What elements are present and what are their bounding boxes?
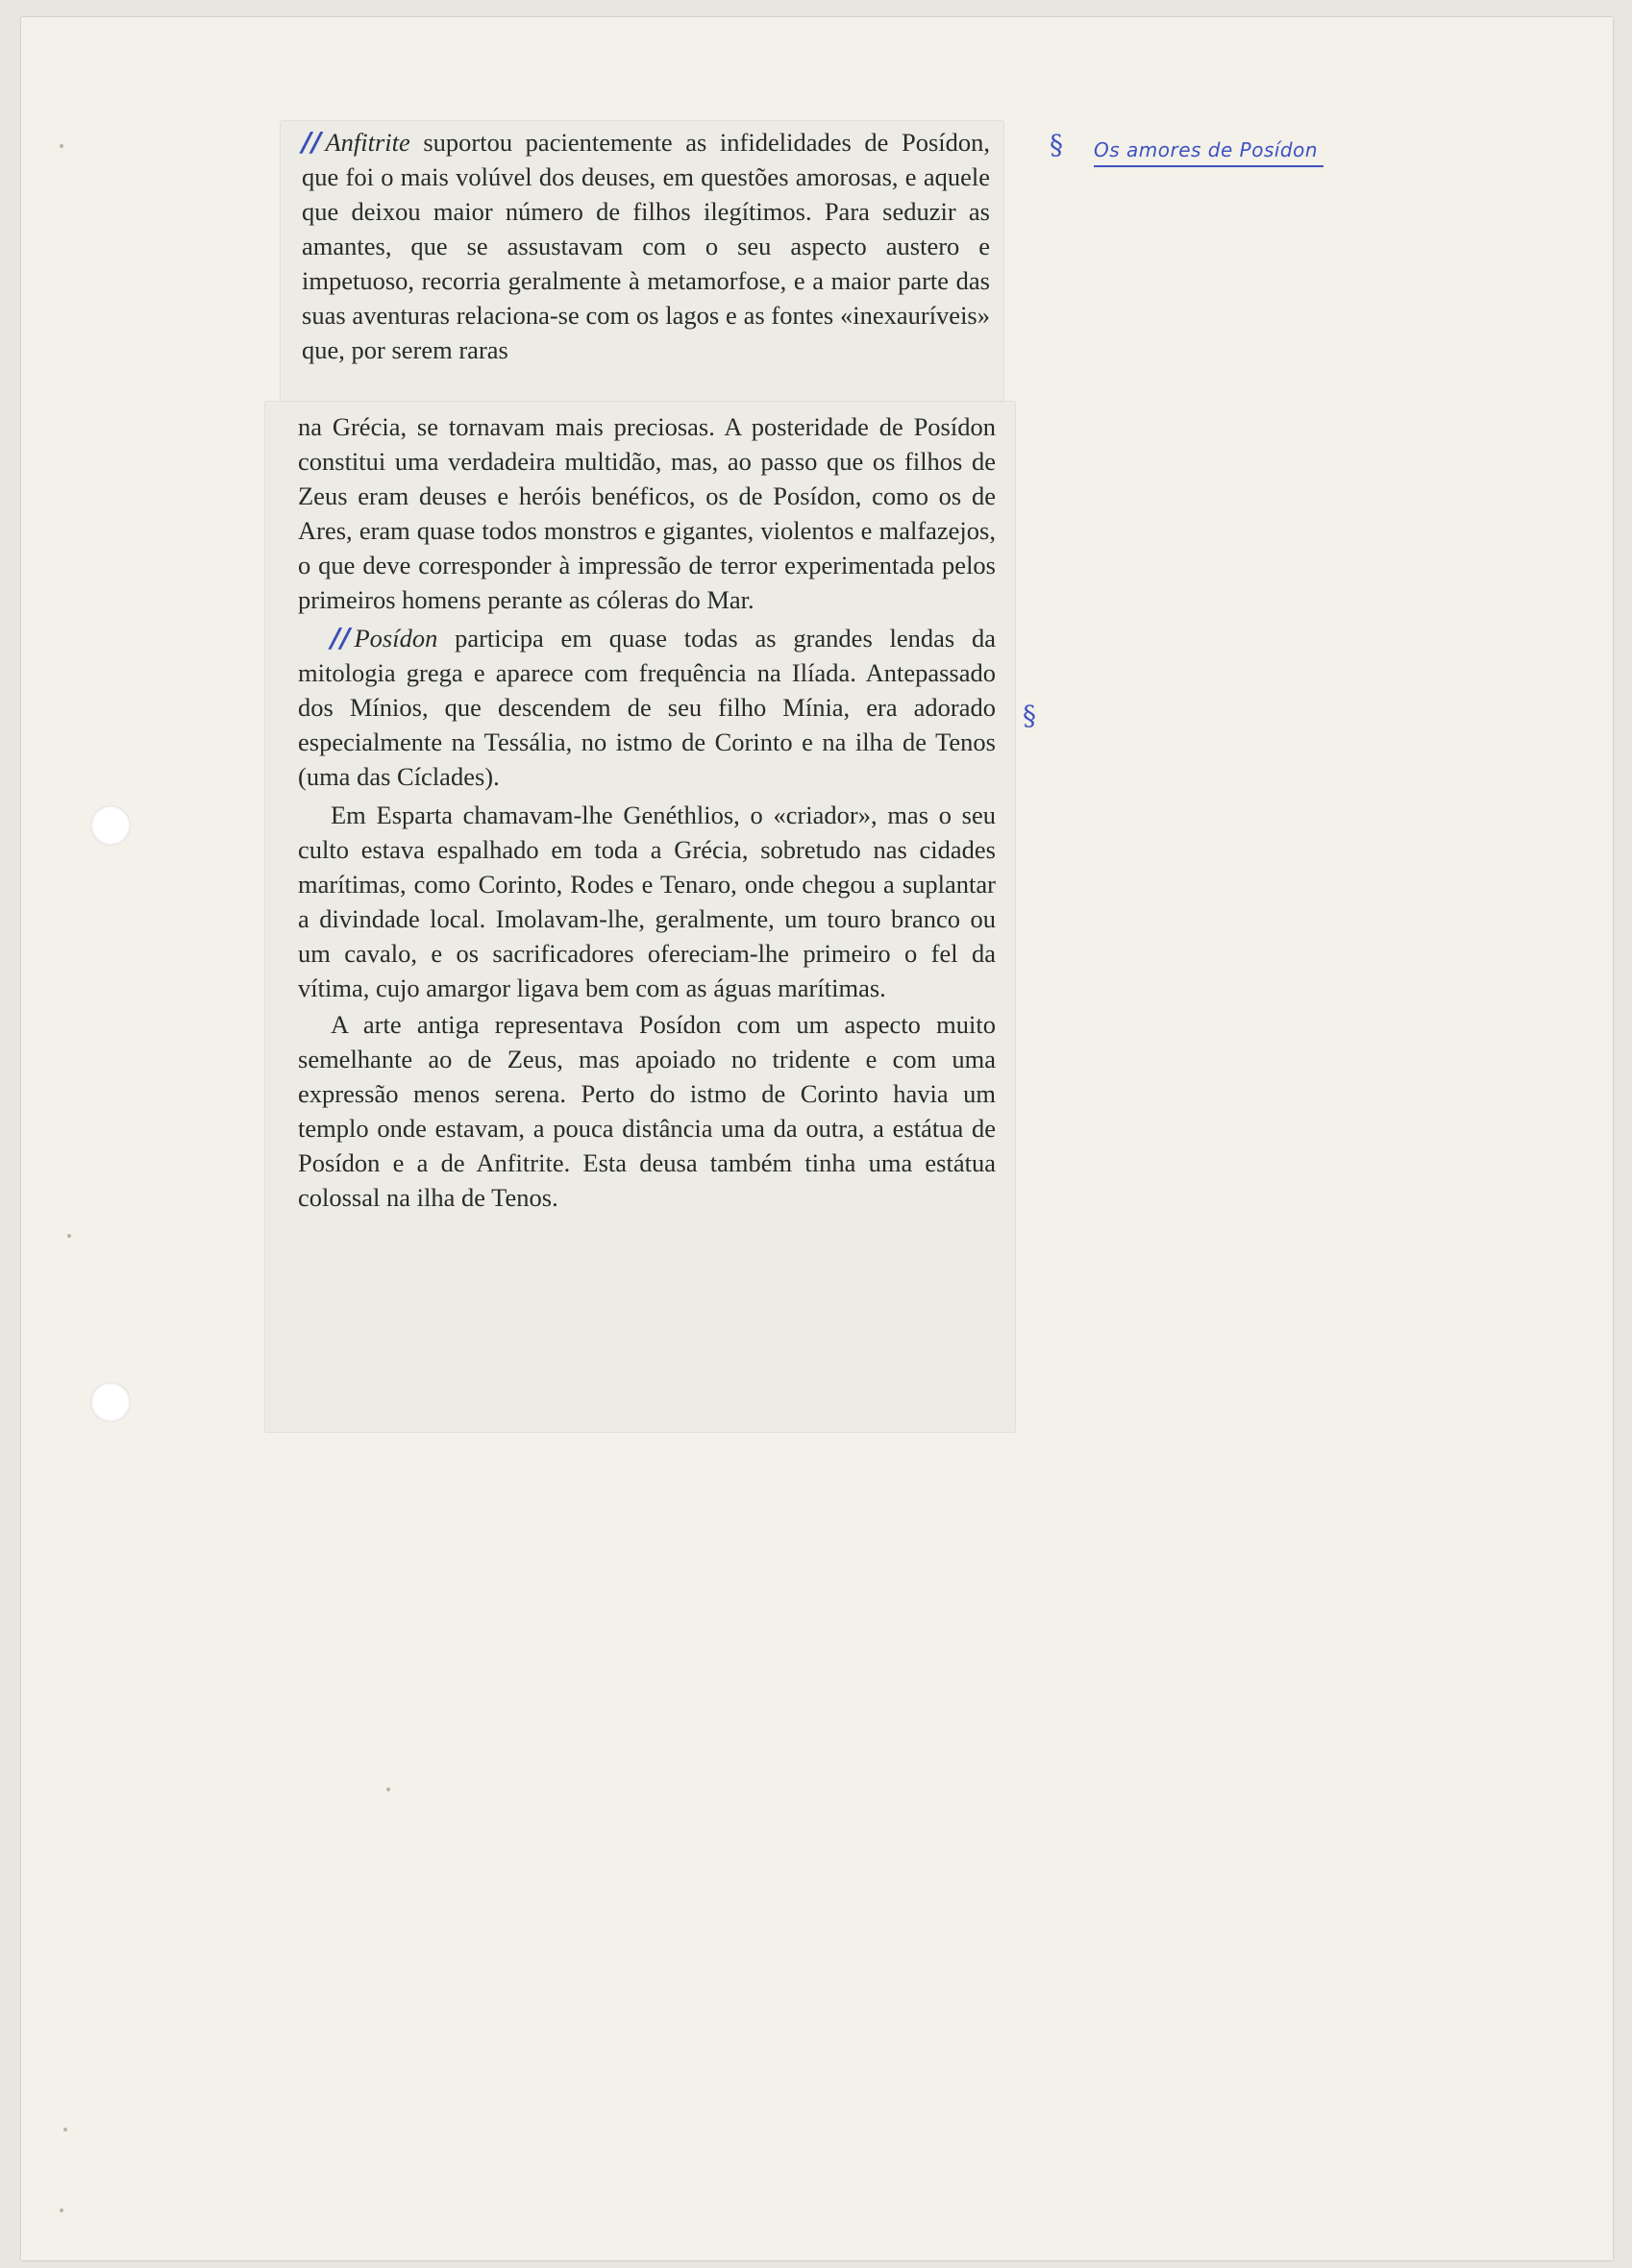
paper-speck	[63, 2128, 67, 2132]
paragraph: na Grécia, se tornavam mais preciosas. A posteridade de Posídon constitui uma verdadeira multidão, mas, ao passo que os filhos de Zeus eram deuses e heróis benéficos, os de Posídon, como os de Ares, eram quase todos monstros e gigantes, violentos e malfazejos, o que deve corresponder à impressão de terror experimentada pelos primeiros homens perante as cóleras do Mar.	[298, 412, 996, 614]
paragraph: Em Esparta chamavam-lhe Genéthlios, o «criador», mas o seu culto estava espalhado em toda a Grécia, sobretudo nas cidades marítimas, como Corinto, Rodes e Tenaro, onde chegou a suplantar a divindade local. Imolavam-lhe, geralmente, um touro branco ou um cavalo, e os sacrificadores ofereciam-lhe primeiro o fel da vítima, cujo amargor ligava bem com as águas marítimas.	[298, 801, 996, 1002]
paragraph	[298, 617, 1015, 794]
paragraph	[302, 121, 1003, 367]
handwritten-note: Os amores de Posídon	[1094, 138, 1323, 167]
paragraph-text: participa em quase todas as grandes lendas da mitologia grega e aparece com frequência na Ilíada. Antepassado dos Mínios, que descendem de seu filho Mínia, era adorado especialmente na Tessália, no istmo de Corinto e na ilha de Tenos (uma das Cíclades).	[298, 624, 996, 791]
section-mark-top: §	[1050, 129, 1063, 160]
paper-speck	[60, 2208, 63, 2212]
italic-lead: Anfitrite	[325, 128, 410, 157]
punch-hole-upper	[90, 805, 131, 846]
paper-speck	[67, 1234, 71, 1238]
paragraph-mark: //	[302, 126, 322, 158]
clipping-main	[265, 402, 1015, 1432]
section-mark-middle: §	[1023, 700, 1036, 731]
italic-lead: Posídon	[354, 624, 438, 653]
paper-speck	[386, 1787, 390, 1791]
clipping-top	[281, 121, 1003, 402]
paragraph: A arte antiga representava Posídon com um aspecto muito semelhante ao de Zeus, mas apoiado no tridente e com uma expressão menos serena. Perto do istmo de Corinto havia um templo onde estavam, a pouca distância uma da outra, a estátua de Posídon e a de Anfitrite. Esta deusa também tinha uma estátua colossal na ilha de Tenos.	[298, 1010, 996, 1212]
paragraph-mark: //	[331, 622, 351, 653]
punch-hole-lower	[90, 1382, 131, 1422]
paragraph-text: suportou pacientemente as infidelidades de Posídon, que foi o mais volúvel dos deuses, em questões amorosas, e aquele que deixou maior número de filhos ilegítimos. Para seduzir as amantes, que se assustavam com o seu aspecto austero e impetuoso, recorria geralmente à metamorfose, e a maior parte das suas aventuras relaciona-se com os lagos e as fontes «inexauríveis» que, por serem raras	[302, 128, 990, 364]
paper-speck	[60, 144, 63, 148]
